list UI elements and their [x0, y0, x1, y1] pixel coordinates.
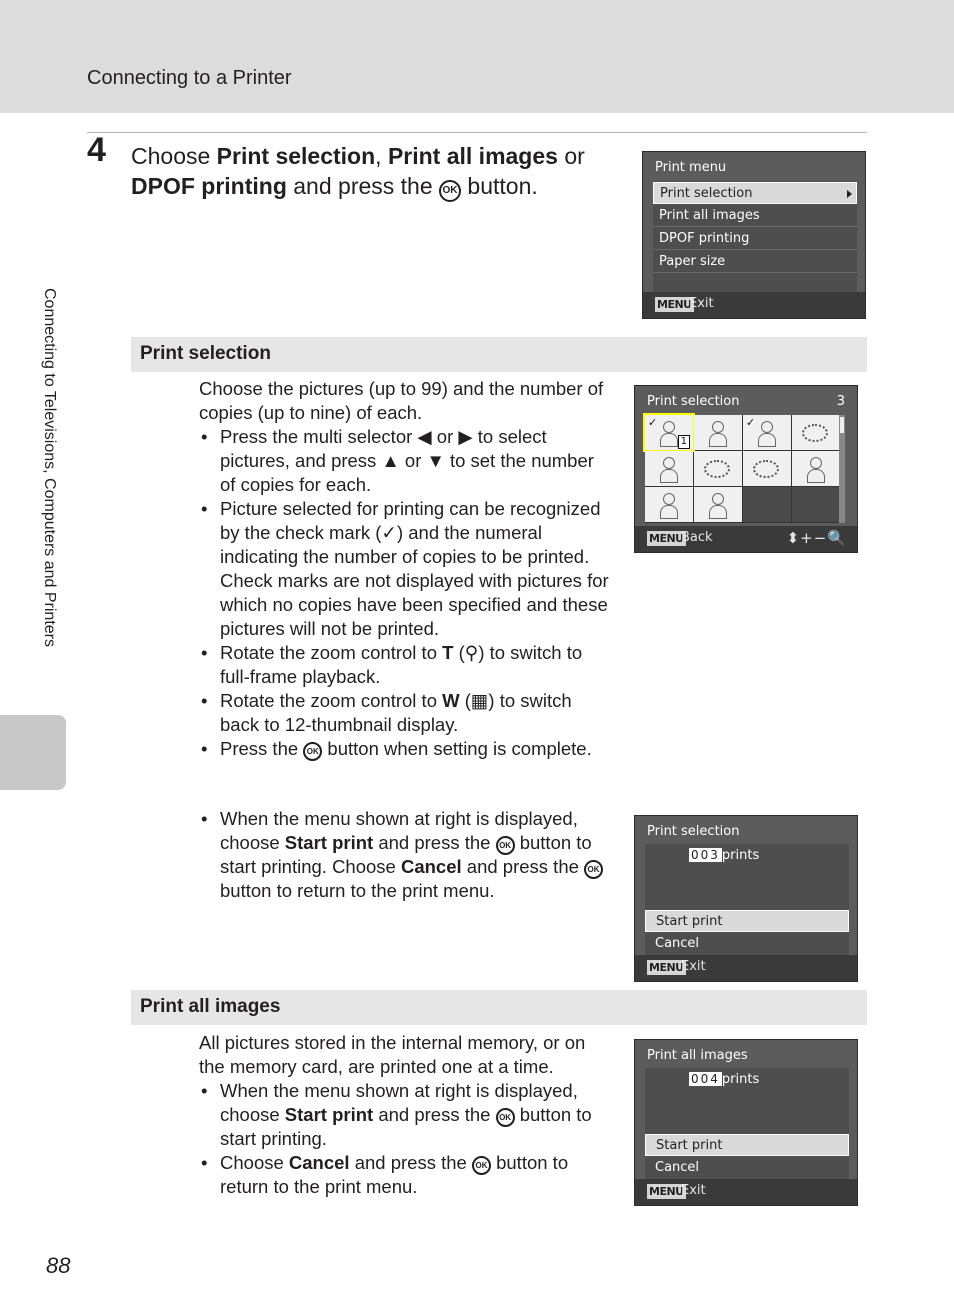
check-mark-icon: ✓	[648, 416, 658, 429]
cancel-option[interactable]: Cancel	[655, 936, 700, 951]
instruction-list	[199, 425, 611, 761]
dialog-panel	[645, 1068, 849, 1180]
chapter-thumb-tab	[0, 715, 66, 790]
print-menu-screen	[642, 151, 866, 319]
thumbnail[interactable]	[694, 487, 742, 522]
photo-figure	[807, 469, 825, 483]
thumbnail[interactable]	[792, 487, 840, 522]
zoom-w-icon: W	[442, 690, 460, 711]
list-item: • Press the multi selector ◀ or ▶ to select pictures, and press ▲ or ▼ to set the number of copies for each.	[199, 425, 611, 497]
thumbnail[interactable]	[743, 415, 791, 450]
cancel-option[interactable]: Cancel	[655, 1160, 700, 1175]
photo-figure	[660, 469, 678, 483]
ok-button-icon: OK	[439, 180, 461, 202]
screen-footer	[635, 526, 857, 552]
dialog-panel	[645, 844, 849, 956]
print-selection-confirm-body	[199, 807, 611, 903]
photo-figure	[709, 505, 727, 519]
start-print-option[interactable]: Start print	[645, 1134, 849, 1156]
thumbnail[interactable]	[694, 451, 742, 486]
menu-button-icon: MENU	[649, 1185, 684, 1198]
photo-figure	[660, 433, 678, 447]
screen-footer	[635, 955, 857, 981]
list-item: • Rotate the zoom control to T (⚲) to switch to full-frame playback.	[199, 641, 611, 689]
footer-label: Exit	[689, 296, 714, 311]
photo-figure	[758, 433, 776, 447]
print-selection-body	[199, 377, 611, 761]
screen-title: Print selection	[647, 394, 740, 409]
start-print-option[interactable]: Start print	[645, 910, 849, 932]
screen-footer	[635, 1179, 857, 1205]
menu-item-print-selection[interactable]: Print selection	[653, 182, 857, 204]
print-all-body	[199, 1031, 611, 1199]
check-mark-icon: ✓	[381, 522, 397, 543]
step-heading: Choose Print selection, Print all images or DPOF printing and press the OK button.	[131, 141, 631, 202]
photo-figure	[663, 493, 675, 505]
section-bar-print-selection	[131, 337, 867, 372]
thumbnail[interactable]	[645, 415, 693, 450]
footer-label: Back	[681, 530, 713, 545]
list-item: • Picture selected for printing can be recognized by the check mark (✓) and the numeral indicating the number of copies to be printed. Check marks are not displayed with pictures for which no copies have been specified and these pictures will not be printed.	[199, 497, 611, 641]
navigation-hint-icons: ⬍+−🔍	[786, 529, 847, 547]
list-item: • When the menu shown at right is displayed, choose Start print and press the OK button to start printing.	[199, 1079, 611, 1151]
right-arrow-icon: ▶	[458, 426, 473, 447]
ok-button-icon: OK	[472, 1156, 491, 1175]
intro-text: All pictures stored in the internal memory, or on the memory card, are printed one at a time.	[199, 1032, 586, 1077]
photo-flower	[704, 460, 730, 478]
print-selection-confirm-screen	[634, 815, 858, 982]
list-item: • Press the OK button when setting is complete.	[199, 737, 611, 761]
thumbnail[interactable]	[792, 451, 840, 486]
section-title: Print all images	[140, 996, 281, 1017]
section-title: Print selection	[140, 343, 271, 364]
menu-item-paper-size[interactable]: Paper size	[653, 251, 857, 273]
list-item: • Choose Cancel and press the OK button to return to the print menu.	[199, 1151, 611, 1199]
footer-label: Exit	[681, 959, 706, 974]
ok-button-icon: OK	[496, 1108, 515, 1127]
photo-figure	[712, 421, 724, 433]
menu-item-dpof-printing[interactable]: DPOF printing	[653, 228, 857, 250]
thumbnail[interactable]	[645, 487, 693, 522]
divider-rule	[87, 132, 867, 133]
submenu-arrow-icon	[847, 190, 852, 198]
photo-figure	[663, 457, 675, 469]
menu-button-icon: MENU	[649, 961, 684, 974]
scrollbar-thumb[interactable]	[840, 417, 844, 433]
left-arrow-icon: ◀	[417, 426, 432, 447]
thumbnail[interactable]	[645, 451, 693, 486]
ok-button-icon: OK	[584, 860, 603, 879]
instruction-list	[199, 807, 611, 903]
photo-figure	[709, 433, 727, 447]
copies-count: 1	[678, 435, 690, 449]
check-mark-icon: ✓	[746, 416, 756, 429]
menu-panel	[653, 181, 857, 293]
list-item: • When the menu shown at right is displayed, choose Start print and press the OK button to start printing. Choose Cancel and press the OK button to return to the print menu.	[199, 807, 611, 903]
intro-text: Choose the pictures (up to 99) and the number of copies (up to nine) of each.	[199, 378, 604, 423]
menu-button-icon: MENU	[649, 532, 684, 545]
thumbnail[interactable]	[743, 487, 791, 522]
header-band	[0, 0, 954, 113]
chapter-side-label: Connecting to Televisions, Computers and Printers	[41, 288, 58, 647]
menu-item-print-all-images[interactable]: Print all images	[653, 205, 857, 227]
ok-button-icon: OK	[303, 742, 322, 761]
photo-flower	[802, 424, 828, 442]
thumbnail[interactable]	[743, 451, 791, 486]
photo-figure	[712, 493, 724, 505]
photo-figure	[761, 421, 773, 433]
page-number: 88	[46, 1253, 71, 1278]
thumbnail-grid	[645, 415, 841, 523]
screen-footer	[643, 292, 865, 318]
footer-label: Exit	[681, 1183, 706, 1198]
photo-flower	[753, 460, 779, 478]
prints-count: 003 prints	[691, 848, 760, 863]
section-bar-print-all-images	[131, 990, 867, 1025]
running-header: Connecting to a Printer	[87, 67, 292, 89]
thumbnail-selection-screen	[634, 385, 858, 553]
list-item: • Rotate the zoom control to W (▦) to switch back to 12-thumbnail display.	[199, 689, 611, 737]
print-all-images-screen	[634, 1039, 858, 1206]
prints-count: 004 prints	[691, 1072, 760, 1087]
up-arrow-icon: ▲	[381, 450, 400, 471]
thumbnail-grid-icon: ▦	[470, 690, 489, 711]
menu-button-icon: MENU	[657, 298, 692, 311]
down-arrow-icon: ▼	[426, 450, 445, 471]
scrollbar[interactable]	[839, 415, 845, 523]
selection-count: 3	[836, 394, 845, 409]
screen-title: Print menu	[655, 160, 727, 175]
instruction-list	[199, 1079, 611, 1199]
zoom-t-icon: T	[442, 642, 454, 663]
thumbnail[interactable]	[792, 415, 840, 450]
step-number: 4	[87, 131, 106, 169]
screen-title: Print all images	[647, 1048, 748, 1063]
photo-figure	[663, 421, 675, 433]
ok-button-icon: OK	[496, 836, 515, 855]
magnify-icon: ⚲	[464, 642, 479, 663]
screen-title: Print selection	[647, 824, 740, 839]
thumbnail[interactable]	[694, 415, 742, 450]
photo-figure	[660, 505, 678, 519]
photo-figure	[810, 457, 822, 469]
